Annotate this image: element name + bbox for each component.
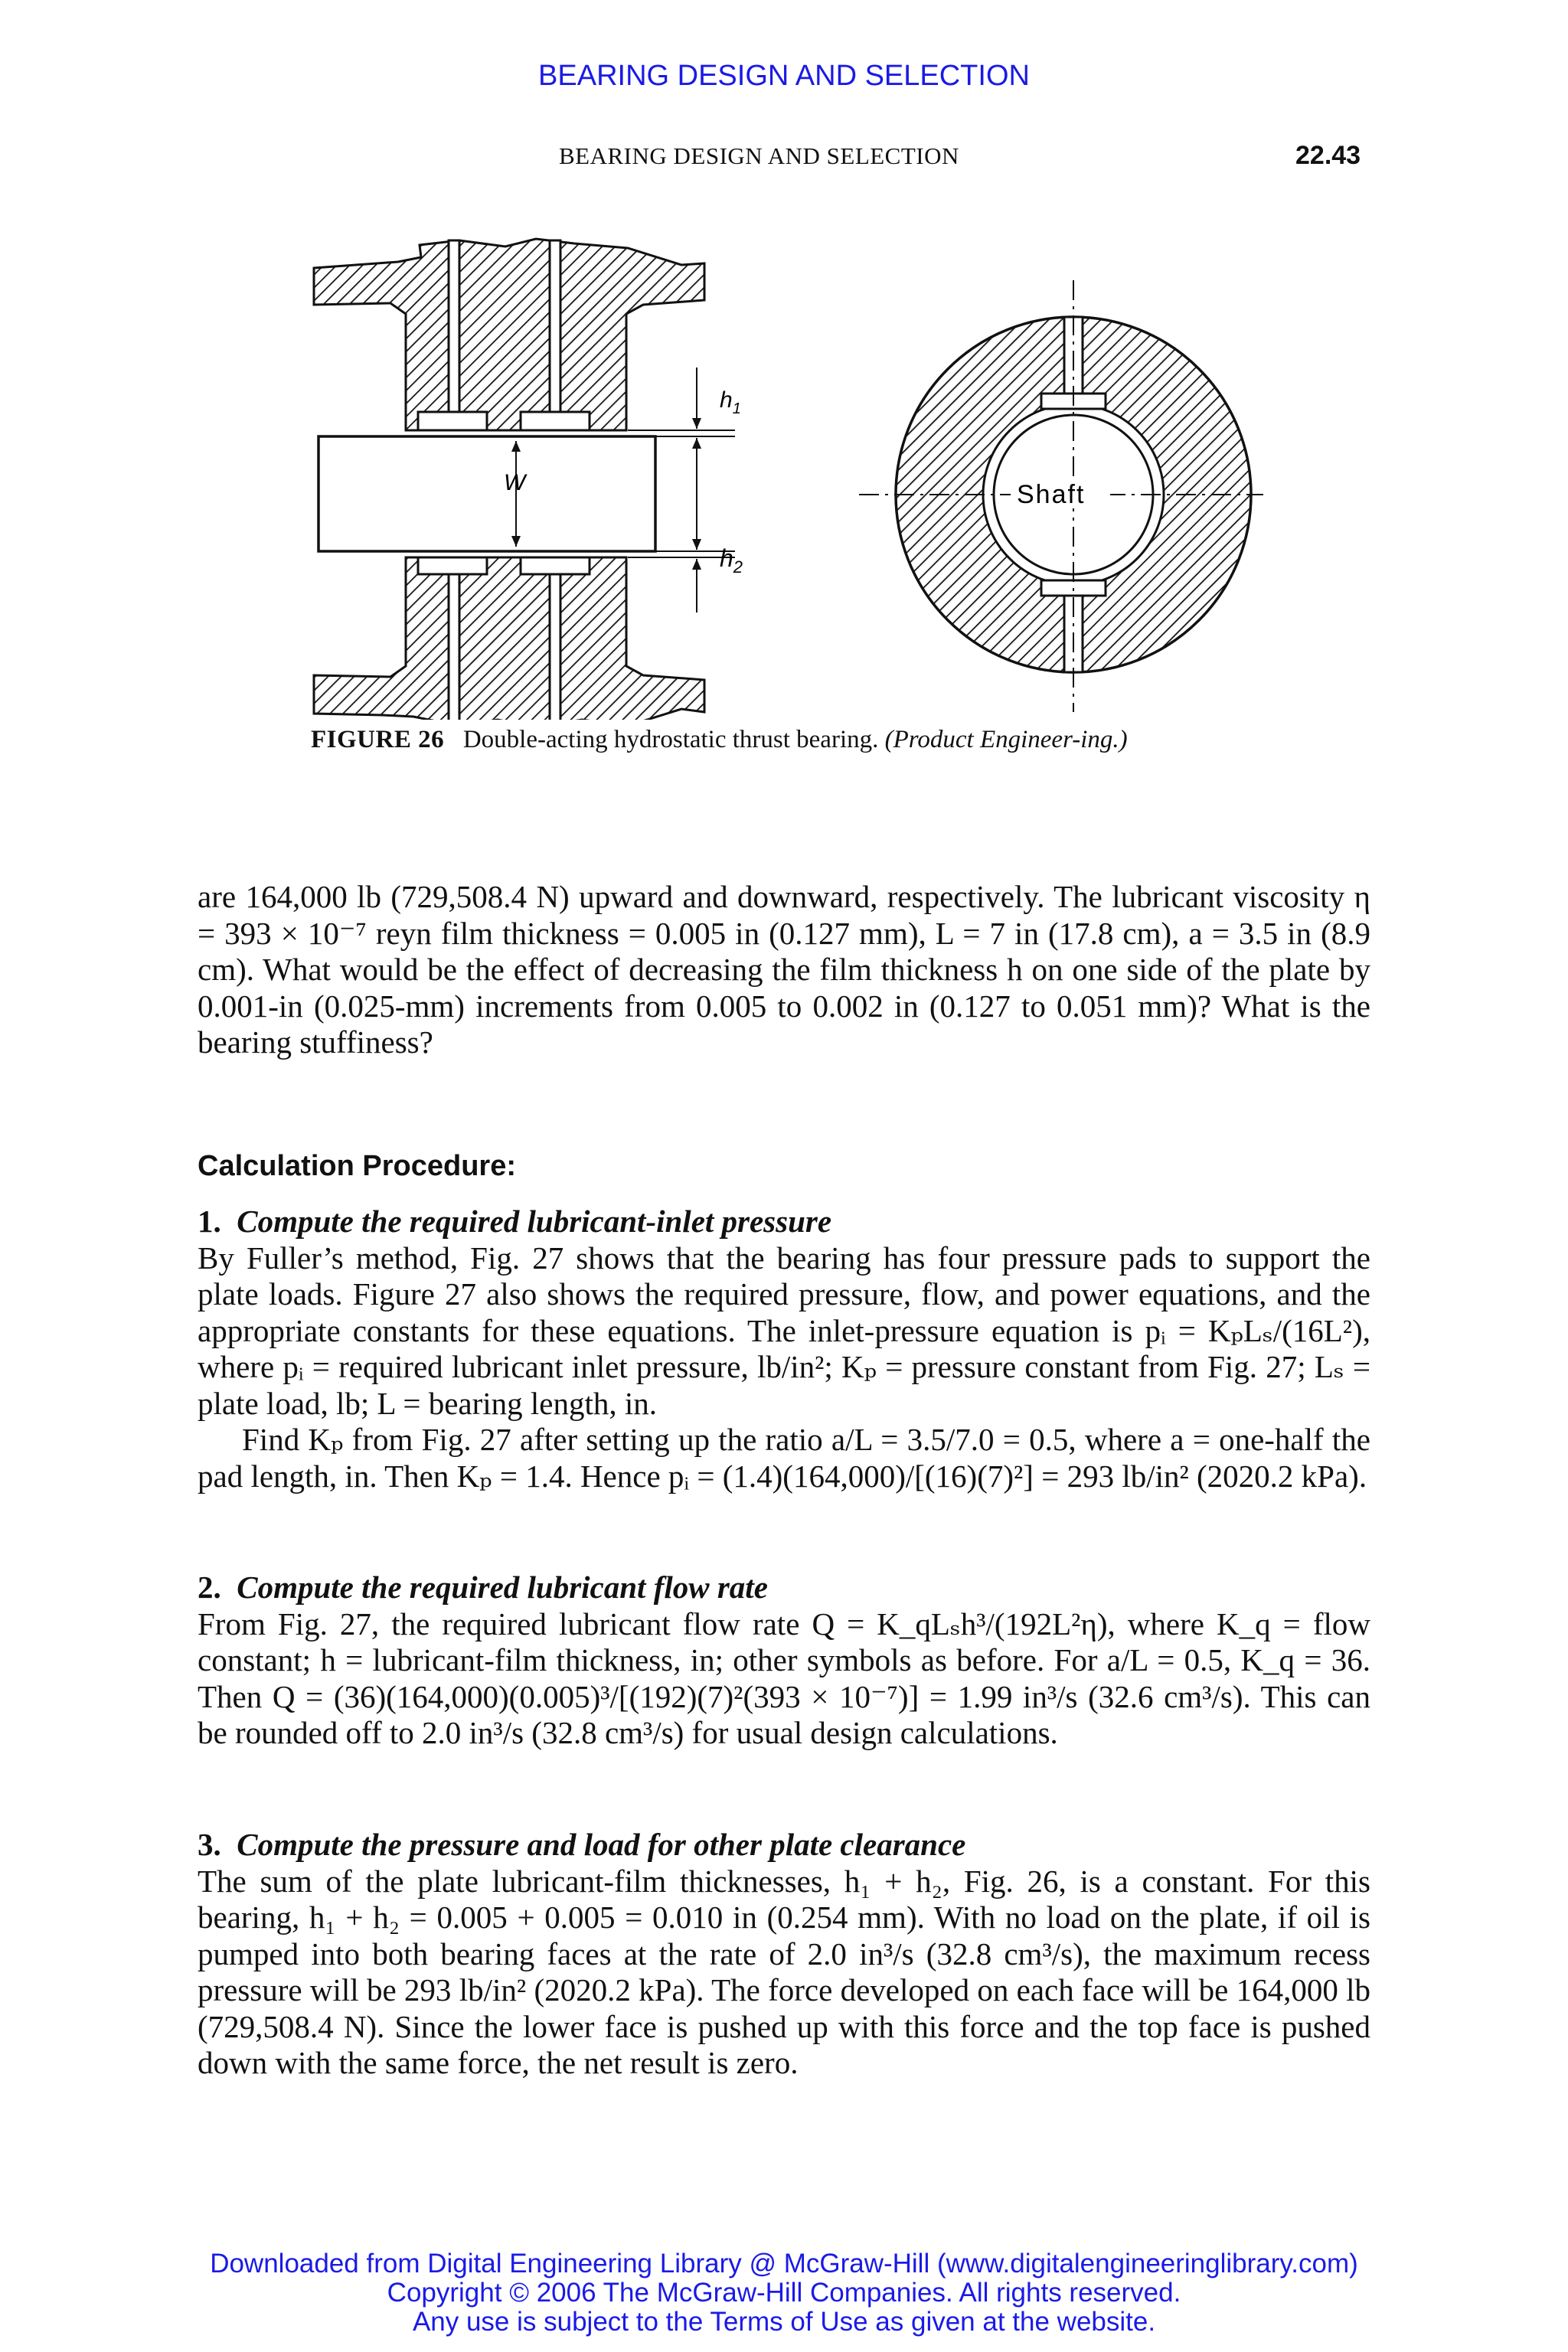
h1-letter: h [720,387,733,413]
lower-passage-left [449,564,459,720]
footer [0,2249,1568,2337]
caption-source: (Product Engineer-ing.) [884,726,1128,753]
intro-paragraph: are 164,000 lb (729,508.4 N) upward and downward, respectively. The lubricant viscosity η = 393 × 10⁻⁷ reyn film thickness = 0.005 in (0.127 mm), L = 7 in (17.8 cm), a = 3.5 in (8.9 cm). What would be the effect of decreasing the film thickness h on one side of the plate by 0.001-in (0.025-mm) increments from 0.005 to 0.002 in (0.127 to 0.051 mm)? What is the bearing stuffiness? [198,879,1370,1060]
w-label: W [504,470,526,495]
figure-caption [311,724,1254,755]
h2-arrow [692,559,701,570]
running-head: BEARING DESIGN AND SELECTION [559,142,959,169]
step-1-paragraph-1: By Fuller’s method, Fig. 27 shows that the bearing has four pressure pads to support the plate loads. Figure 27 also shows the required pressure, flow, and power equations, and the appropriate constants for these equations. The inlet-pressure equation is pᵢ = KₚLₛ/(16L²), where pᵢ = required lubricant inlet pressure, lb/in²; Kₚ = pressure constant from Fig. 27; Lₛ = plate load, lb; L = bearing length, in. [198,1240,1370,1421]
bearing-drawing [306,230,1263,720]
shaft-label: Shaft [1017,480,1086,509]
step-1 [198,1204,1370,1494]
thrust-plate [318,436,655,551]
step-1-title: Compute the required lubricant-inlet pressure [237,1204,832,1239]
h2-label [720,544,743,577]
step-1-number: 1. [198,1204,221,1239]
lower-housing [314,557,704,720]
plate-arrow-top [692,438,701,449]
h1-arrow [692,418,701,429]
library-header-title: BEARING DESIGN AND SELECTION [538,60,1030,92]
step-1-paragraph-2: Find Kₚ from Fig. 27 after setting up the ratio a/L = 3.5/7.0 = 0.5, where a = one-half the pad length, in. Then Kₚ = 1.4. Hence pᵢ = (1.4)(164,000)/[(16)(7)²] = 293 lb/in² (2020.2 kPa). [198,1422,1370,1494]
caption-text: Double-acting hydrostatic thrust bearing. [462,726,879,753]
caption-label: FIGURE 26 [311,726,445,753]
h2-letter: h [720,544,733,572]
figure-26 [306,230,1263,720]
footer-copyright: Copyright © 2006 The McGraw-Hill Companies. All rights reserved. [387,2278,1181,2308]
thrust-bearing-section [314,239,743,720]
h2-subscript: 2 [733,557,743,577]
h1-subscript: 1 [732,400,741,417]
step-3-heading [198,1827,1370,1864]
upper-passage-left [449,240,459,424]
page-number: 22.43 [1295,141,1361,170]
step-3-number: 3. [198,1827,221,1862]
step-3 [198,1827,1370,2082]
upper-passage-right [550,240,560,424]
lower-recess-right [521,557,590,574]
step-3-paragraph-1: The sum of the plate lubricant-film thicknesses, h₁ + h₂, Fig. 26, is a constant. For this bearing, h₁ + h₂ = 0.005 + 0.005 = 0.010 in (0.254 mm). With no load on the plate, if oil is pumped into both bearing faces at the rate of 2.0 in³/s (32.8 cm³/s), the maximum recess pressure will be 293 lb/in² (2020.2 kPa). The force developed on each face will be 164,000 lb (729,508.4 N). Since the lower face is pushed up with this force and the top face is pushed down with the same force, the net result is zero. [198,1863,1370,2080]
footer-terms[interactable]: Any use is subject to the Terms of Use as given at the website. [412,2307,1156,2337]
upper-housing [314,239,704,430]
intro-paragraph-block [198,879,1370,1061]
step-3-title: Compute the pressure and load for other plate clearance [237,1827,966,1862]
upper-recess-left [418,412,487,430]
upper-recess-right [521,412,590,430]
bearing-end-view [859,280,1263,712]
lower-passage-right [550,564,560,720]
step-2-title: Compute the required lubricant flow rate [237,1570,768,1605]
step-2-paragraph-1: From Fig. 27, the required lubricant flow rate Q = K_qLₛh³/(192L²η), where K_q = flow constant; h = lubricant-film thickness, in; other symbols as before. For a/L = 0.5, K_q = 36. Then Q = (36)(164,000)(0.005)³/[(192)(7)²(393 × 10⁻⁷)] = 1.99 in³/s (32.6 cm³/s). This can be rounded off to 2.0 in³/s (32.8 cm³/s) for usual design calculations. [198,1606,1370,1750]
step-2-heading [198,1570,1370,1606]
step-2 [198,1570,1370,1752]
calculation-procedure-heading: Calculation Procedure: [198,1150,516,1182]
step-2-number: 2. [198,1570,221,1605]
step-1-heading [198,1204,1370,1240]
h1-label [720,387,741,417]
plate-arrow-bottom [692,539,701,550]
lower-recess-left [418,557,487,574]
footer-download-link[interactable]: Downloaded from Digital Engineering Library @ McGraw-Hill (www.digitalengineeringlibrary.com) [210,2249,1358,2278]
